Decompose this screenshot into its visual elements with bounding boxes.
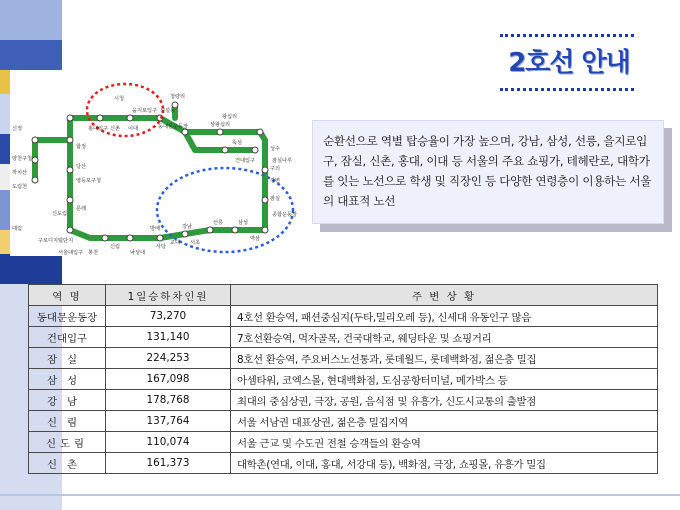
daily-count: 110,074 [106,432,231,453]
map-label: 건대입구 [235,158,256,164]
map-label: 도림천 [12,184,28,190]
map-label: 대림 [12,226,23,232]
callout-text: 순환선으로 역별 탑승율이 가장 높으며, 강남, 삼성, 선릉, 을지로입구, 잠실, 신촌, 홍대, 이대 등 서울의 주요 쇼핑가, 테헤란로, 대학가를 잇는 노선으로 학생 및 직장인 등 다양한 연령층이 이용하는 서울의 대표적 노선 [323,134,652,208]
footer-divider [0,494,680,496]
line-description-callout [312,120,664,224]
map-label: 강남 [182,224,193,230]
table-row [29,432,658,453]
station-name: 강남 [29,390,106,411]
daily-count: 178,768 [106,390,231,411]
line2-map-svg [10,70,300,256]
station-name: 동대문운동장 [29,306,106,327]
table-row [29,453,658,474]
station-name: 신도림 [29,432,106,453]
map-label: 시청 [114,96,125,102]
nearby-description: 아셈타워, 코엑스몰, 현대백화점, 도심공항터미널, 메가박스 등 [231,369,658,390]
map-label: 선릉 [213,220,224,226]
map-label: 뚝섬 [232,140,243,146]
line2-map [10,70,300,256]
nearby-description: 서울 근교 및 수도권 전철 승객들의 환승역 [231,432,658,453]
station-name: 삼성 [29,369,106,390]
nearby-description: 서울 서남권 대표상권, 젊은층 밀집지역 [231,411,658,432]
map-label: 구로디지털단지 [38,238,74,244]
table-row [29,390,658,411]
table-row [29,327,658,348]
nearby-description: 7호선환승역, 먹자골목, 건국대학교, 웨딩타운 및 쇼핑거리 [231,327,658,348]
table-row [29,369,658,390]
map-label: 강변 [270,178,281,184]
title-dotted-line-bottom [500,88,634,91]
table-row [29,411,658,432]
map-label: 방배 [150,226,161,232]
map-label: 신도림 [52,211,68,217]
header-station-name: 역 명 [29,285,106,306]
title-dotted-line-top [500,34,634,37]
daily-count: 161,373 [106,453,231,474]
map-label: 낙성대 [130,250,146,256]
header-daily-count: 1일승하차인원 [106,285,231,306]
station-name: 잠실 [29,348,106,369]
nearby-description: 대학촌(연대, 이대, 홍대, 서강대 등), 백화점, 극장, 쇼핑몰, 유흥가 밀집 [231,453,658,474]
map-label: 양천구청 [12,156,33,162]
map-label: 문래 [76,206,87,212]
map-label: 역삼 [250,236,261,242]
map-label: 신촌 [110,126,121,132]
map-label: 봉천 [88,250,99,256]
map-label: 잠실나루 [272,158,293,164]
map-label: 종합운동장 [272,212,298,218]
map-label: 당산 [76,164,87,170]
map-label: 삼성 [238,220,249,226]
daily-count: 131,140 [106,327,231,348]
table-row [29,306,658,327]
map-label: 구의 [270,166,281,172]
map-label: 사당 [156,244,167,250]
nearby-description: 8호선 환승역, 주요버스노선통과, 롯데월드, 롯데백화점, 젊은층 밀집 [231,348,658,369]
daily-count: 167,098 [106,369,231,390]
map-label: 이대 [128,126,139,132]
station-name: 신촌 [29,453,106,474]
map-label: 홍대입구 [88,126,109,132]
map-label: 상왕십리 [210,122,231,128]
map-label: 을지로입구 [132,108,158,114]
map-label: 청량리 [170,94,186,100]
station-name: 신림 [29,411,106,432]
title-block [494,28,654,98]
daily-count: 137,764 [106,411,231,432]
header-nearby: 주 변 상 황 [231,285,658,306]
nearby-description: 최대의 중심상권, 극장, 공원, 음식점 및 유흥가, 신도시교통의 출발점 [231,390,658,411]
station-name: 건대입구 [29,327,106,348]
map-label: 잠실 [270,196,281,202]
page-title: 2호선 안내 [508,48,630,78]
map-label: 까치산 [12,170,28,176]
map-label: 신정 [12,126,23,132]
map-label: 성수 [270,146,281,152]
daily-count: 73,270 [106,306,231,327]
map-label: 영등포구청 [76,178,102,184]
map-label: 신림 [110,244,121,250]
map-label: 서울대입구 [58,250,84,256]
table-row [29,348,658,369]
map-label: 왕십리 [222,114,238,120]
station-table [28,284,658,474]
nearby-description: 4호선 환승역, 패션중심지(두타,밀리오레 등), 신세대 유동인구 많음 [231,306,658,327]
map-label: 서초 [190,240,201,246]
daily-count: 224,253 [106,348,231,369]
map-label: 교대 [170,240,181,246]
table-header-row [29,285,658,306]
map-label: 신설동 [160,108,176,114]
map-label: 동대문운동장 [158,124,189,130]
map-label: 합정 [76,144,87,150]
